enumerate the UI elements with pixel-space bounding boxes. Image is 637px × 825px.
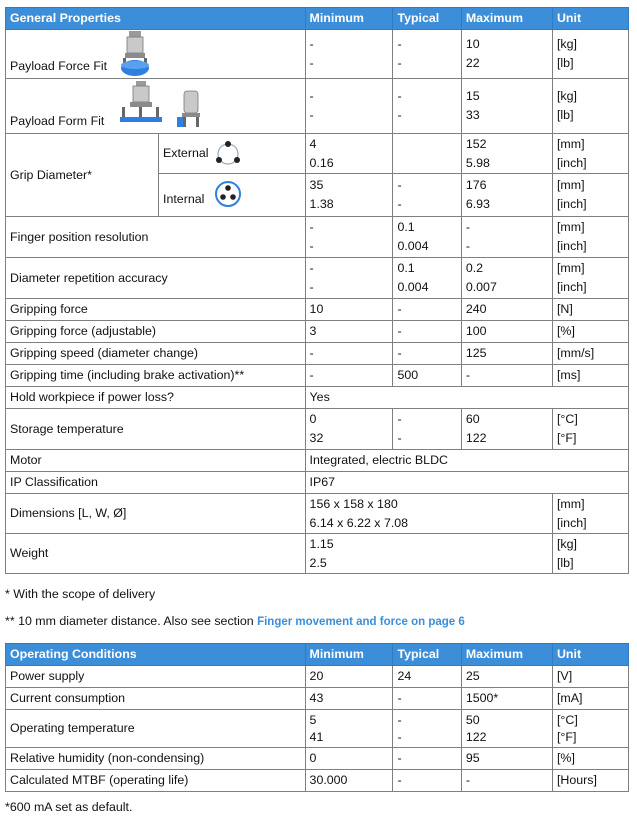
power-min: 20 bbox=[305, 666, 393, 688]
finger-res-min-mm: - bbox=[309, 220, 314, 234]
payload-form-unit-lb: [lb] bbox=[556, 108, 574, 122]
grip-external-unit-inch: [inch] bbox=[556, 155, 587, 170]
op-header-typical: Typical bbox=[393, 644, 461, 666]
payload-form-max-kg: 15 bbox=[465, 89, 480, 103]
weight-label: Weight bbox=[6, 534, 306, 574]
storage-temp-typ-f: - bbox=[397, 431, 402, 445]
op-temp-min-c: 5 bbox=[309, 712, 317, 727]
hold-value: Yes bbox=[305, 387, 628, 409]
mtbf-min: 30.000 bbox=[305, 770, 393, 792]
op-temp-max-c: 50 bbox=[465, 712, 480, 727]
payload-force-max-lb: 22 bbox=[465, 56, 480, 70]
grip-external-label: External bbox=[163, 146, 209, 160]
motor-label: Motor bbox=[6, 450, 306, 472]
row-motor bbox=[6, 450, 629, 472]
storage-temp-max-c: 60 bbox=[465, 412, 480, 426]
header-typical: Typical bbox=[393, 8, 461, 30]
ip-value: IP67 bbox=[305, 472, 628, 494]
external-grip-icon bbox=[213, 139, 243, 169]
grip-internal-min-mm: 35 bbox=[309, 178, 324, 192]
grip-force-max: 240 bbox=[461, 299, 552, 321]
dimensions-unit-mm: [mm] bbox=[556, 496, 585, 511]
payload-force-unit-lb: [lb] bbox=[556, 56, 574, 70]
op-header-unit: Unit bbox=[552, 644, 628, 666]
grip-force-min: 10 bbox=[305, 299, 393, 321]
diam-rep-label: Diameter repetition accuracy bbox=[6, 258, 306, 299]
grip-external-max-inch: 5.98 bbox=[465, 155, 490, 170]
grip-force-adj-unit: [%] bbox=[552, 321, 628, 343]
mtbf-unit: [Hours] bbox=[552, 770, 628, 792]
power-unit: [V] bbox=[552, 666, 628, 688]
row-gripping-force bbox=[6, 299, 629, 321]
gripper-force-fit-icon bbox=[117, 31, 153, 77]
grip-time-min: - bbox=[305, 365, 393, 387]
ip-label: IP Classification bbox=[6, 472, 306, 494]
grip-time-unit: [ms] bbox=[552, 365, 628, 387]
operating-conditions-table bbox=[5, 643, 629, 792]
row-finger-resolution bbox=[6, 217, 629, 258]
grip-internal-typ-inch: - bbox=[397, 197, 402, 211]
finger-res-min-inch: - bbox=[309, 239, 314, 253]
note-scope-of-delivery: * With the scope of delivery bbox=[5, 587, 156, 601]
note-diameter-distance bbox=[5, 614, 465, 628]
row-payload-force-fit bbox=[6, 30, 629, 79]
payload-form-label-cell bbox=[6, 79, 306, 134]
humidity-unit: [%] bbox=[552, 748, 628, 770]
current-label: Current consumption bbox=[6, 688, 306, 710]
row-gripping-force-adjustable bbox=[6, 321, 629, 343]
diam-rep-min-inch: - bbox=[309, 280, 314, 294]
op-header-maximum: Maximum bbox=[461, 644, 552, 666]
dimensions-mm: 156 x 158 x 180 bbox=[309, 496, 398, 511]
mtbf-typ: - bbox=[393, 770, 461, 792]
storage-temp-unit-f: [°F] bbox=[556, 431, 577, 445]
diam-rep-max-mm: 0.2 bbox=[465, 261, 484, 275]
row-ip-classification bbox=[6, 472, 629, 494]
finger-res-typ-mm: 0.1 bbox=[397, 220, 415, 234]
grip-external-unit-mm: [mm] bbox=[556, 136, 585, 151]
op-temp-unit-c: [°C] bbox=[556, 712, 578, 727]
row-gripping-speed bbox=[6, 343, 629, 365]
grip-internal-label: Internal bbox=[163, 192, 205, 206]
dimensions-inch: 6.14 x 6.22 x 7.08 bbox=[309, 515, 409, 530]
note-diameter-distance-text: ** 10 mm diameter distance. Also see section bbox=[5, 614, 258, 628]
header-minimum: Minimum bbox=[305, 8, 393, 30]
grip-internal-unit-mm: [mm] bbox=[556, 178, 585, 192]
row-weight bbox=[6, 534, 629, 574]
mtbf-label: Calculated MTBF (operating life) bbox=[6, 770, 306, 792]
op-temp-typ-c: - bbox=[397, 712, 402, 727]
grip-internal-max-mm: 176 bbox=[465, 178, 487, 192]
current-unit: [mA] bbox=[552, 688, 628, 710]
hold-label: Hold workpiece if power loss? bbox=[6, 387, 306, 409]
payload-form-min-lb: - bbox=[309, 108, 314, 122]
power-label: Power supply bbox=[6, 666, 306, 688]
grip-force-unit: [N] bbox=[552, 299, 628, 321]
grip-force-adj-max: 100 bbox=[461, 321, 552, 343]
grip-force-adj-label: Gripping force (adjustable) bbox=[6, 321, 306, 343]
storage-temp-label: Storage temperature bbox=[6, 409, 306, 450]
row-storage-temperature bbox=[6, 409, 629, 450]
weight-unit-lb: [lb] bbox=[556, 555, 574, 570]
finger-res-max-inch: - bbox=[465, 239, 470, 253]
finger-res-unit-inch: [inch] bbox=[556, 239, 587, 253]
grip-force-typ: - bbox=[393, 299, 461, 321]
diam-rep-typ-inch: 0.004 bbox=[397, 280, 429, 294]
row-grip-external bbox=[6, 134, 629, 174]
humidity-min: 0 bbox=[305, 748, 393, 770]
grip-speed-label: Gripping speed (diameter change) bbox=[6, 343, 306, 365]
grip-external-min-mm: 4 bbox=[309, 136, 317, 151]
grip-speed-typ: - bbox=[393, 343, 461, 365]
grip-external-typ-inch bbox=[397, 154, 456, 173]
op-temp-max-f: 122 bbox=[465, 729, 487, 744]
finger-movement-link[interactable]: Finger movement and force on page 6 bbox=[257, 616, 465, 628]
row-current-consumption bbox=[6, 688, 629, 710]
grip-internal-cell bbox=[159, 174, 306, 217]
internal-grip-icon bbox=[213, 179, 243, 209]
grip-external-min-inch: 0.16 bbox=[309, 155, 334, 170]
grip-time-label: Gripping time (including brake activation)** bbox=[6, 365, 306, 387]
current-min: 43 bbox=[305, 688, 393, 710]
diam-rep-unit-inch: [inch] bbox=[556, 280, 587, 294]
payload-form-label: Payload Form Fit bbox=[10, 114, 105, 128]
grip-external-max-mm: 152 bbox=[465, 136, 487, 151]
finger-res-unit-mm: [mm] bbox=[556, 220, 585, 234]
payload-force-min-lb: - bbox=[309, 56, 314, 70]
finger-res-max-mm: - bbox=[465, 220, 470, 234]
op-temp-typ-f: - bbox=[397, 729, 402, 744]
storage-temp-typ-c: - bbox=[397, 412, 402, 426]
weight-lb: 2.5 bbox=[309, 555, 327, 570]
dimensions-label: Dimensions [L, W, Ø] bbox=[6, 494, 306, 534]
row-relative-humidity bbox=[6, 748, 629, 770]
grip-speed-unit: [mm/s] bbox=[552, 343, 628, 365]
grip-diameter-label: Grip Diameter* bbox=[6, 134, 159, 217]
payload-force-typ-kg: - bbox=[397, 37, 402, 51]
finger-res-label: Finger position resolution bbox=[6, 217, 306, 258]
row-hold-workpiece bbox=[6, 387, 629, 409]
grip-time-typ: 500 bbox=[393, 365, 461, 387]
grip-time-max: - bbox=[461, 365, 552, 387]
grip-force-label: Gripping force bbox=[6, 299, 306, 321]
header-unit: Unit bbox=[552, 8, 628, 30]
row-payload-form-fit bbox=[6, 79, 629, 134]
op-temp-min-f: 41 bbox=[309, 729, 324, 744]
grip-internal-unit-inch: [inch] bbox=[556, 197, 587, 211]
mtbf-max: - bbox=[461, 770, 552, 792]
payload-form-unit-kg: [kg] bbox=[556, 89, 577, 103]
diam-rep-max-inch: 0.007 bbox=[465, 280, 497, 294]
grip-internal-min-inch: 1.38 bbox=[309, 197, 334, 211]
header-operating-conditions: Operating Conditions bbox=[6, 644, 306, 666]
payload-force-unit-kg: [kg] bbox=[556, 37, 577, 51]
storage-temp-max-f: 122 bbox=[465, 431, 487, 445]
grip-external-cell bbox=[159, 134, 306, 174]
grip-external-typ-mm bbox=[397, 135, 456, 154]
payload-force-max-kg: 10 bbox=[465, 37, 480, 51]
op-header-minimum: Minimum bbox=[305, 644, 393, 666]
diam-rep-typ-mm: 0.1 bbox=[397, 261, 415, 275]
dimensions-unit-inch: [inch] bbox=[556, 515, 587, 530]
grip-speed-max: 125 bbox=[461, 343, 552, 365]
current-typ: - bbox=[393, 688, 461, 710]
payload-force-typ-lb: - bbox=[397, 56, 402, 70]
storage-temp-unit-c: [°C] bbox=[556, 412, 578, 426]
row-diameter-repetition bbox=[6, 258, 629, 299]
weight-kg: 1.15 bbox=[309, 536, 334, 551]
op-temp-label: Operating temperature bbox=[6, 710, 306, 748]
header-maximum: Maximum bbox=[461, 8, 552, 30]
payload-force-label-cell bbox=[6, 30, 306, 79]
header-general-properties: General Properties bbox=[6, 8, 306, 30]
row-gripping-time bbox=[6, 365, 629, 387]
finger-res-typ-inch: 0.004 bbox=[397, 239, 429, 253]
row-mtbf bbox=[6, 770, 629, 792]
diam-rep-min-mm: - bbox=[309, 261, 314, 275]
weight-unit-kg: [kg] bbox=[556, 536, 577, 551]
humidity-typ: - bbox=[393, 748, 461, 770]
current-max: 1500* bbox=[461, 688, 552, 710]
grip-force-adj-min: 3 bbox=[305, 321, 393, 343]
power-max: 25 bbox=[461, 666, 552, 688]
humidity-max: 95 bbox=[461, 748, 552, 770]
row-dimensions bbox=[6, 494, 629, 534]
payload-force-label: Payload Force Fit bbox=[10, 59, 108, 73]
payload-form-max-lb: 33 bbox=[465, 108, 480, 122]
power-typ: 24 bbox=[393, 666, 461, 688]
grip-internal-max-inch: 6.93 bbox=[465, 197, 490, 211]
motor-value: Integrated, electric BLDC bbox=[305, 450, 628, 472]
storage-temp-min-c: 0 bbox=[309, 412, 317, 426]
gripper-form-fit-icon bbox=[118, 81, 208, 131]
payload-form-min-kg: - bbox=[309, 89, 314, 103]
row-operating-temperature bbox=[6, 710, 629, 748]
footnote-default-current: *600 mA set as default. bbox=[5, 800, 133, 814]
payload-form-typ-kg: - bbox=[397, 89, 402, 103]
payload-force-min-kg: - bbox=[309, 37, 314, 51]
grip-speed-min: - bbox=[305, 343, 393, 365]
grip-internal-typ-mm: - bbox=[397, 178, 402, 192]
payload-form-typ-lb: - bbox=[397, 108, 402, 122]
general-properties-table bbox=[5, 7, 629, 574]
row-power-supply bbox=[6, 666, 629, 688]
grip-force-adj-typ: - bbox=[393, 321, 461, 343]
op-temp-unit-f: [°F] bbox=[556, 729, 577, 744]
diam-rep-unit-mm: [mm] bbox=[556, 261, 585, 275]
storage-temp-min-f: 32 bbox=[309, 431, 324, 445]
humidity-label: Relative humidity (non-condensing) bbox=[6, 748, 306, 770]
